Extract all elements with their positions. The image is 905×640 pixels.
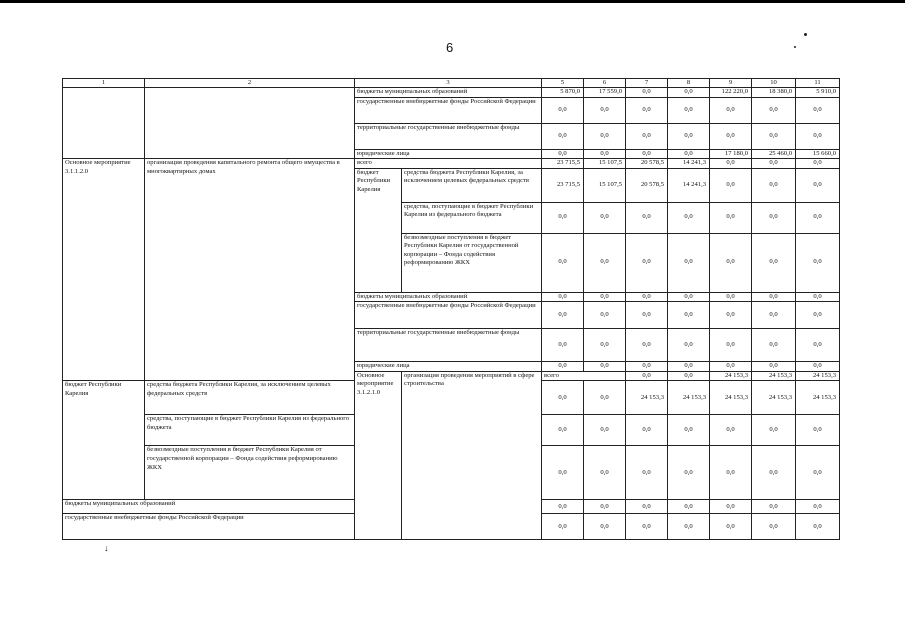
value-cell: 0,0	[752, 362, 796, 372]
sub-source-label: средства бюджета Республики Карелия, за исключением целевых федеральных средств	[145, 381, 355, 415]
value-cell: 0,0	[584, 123, 626, 149]
value-cell: 0,0	[796, 302, 840, 329]
value-cell: 0,0	[710, 159, 752, 169]
measure-name: Основное мероприятие 3.1.2.1.0	[355, 371, 402, 540]
value-cell: 0,0	[668, 97, 710, 123]
header-cell: 1	[63, 79, 145, 88]
value-cell: 23 715,5	[542, 168, 584, 202]
budget-table	[62, 78, 840, 540]
value-cell: 0,0	[796, 202, 840, 233]
value-cell: 0,0	[542, 514, 584, 540]
value-cell: 24 153,3	[668, 381, 710, 415]
value-cell: 24 153,3	[796, 371, 840, 381]
value-cell: 0,0	[710, 514, 752, 540]
value-cell: 0,0	[710, 446, 752, 500]
value-cell: 0,0	[710, 329, 752, 362]
value-cell: 0,0	[542, 381, 584, 415]
value-cell: 0,0	[710, 202, 752, 233]
value-cell: 122 220,0	[710, 88, 752, 98]
source-label: бюджеты муниципальных образований	[63, 500, 355, 514]
value-cell: 15 660,0	[796, 149, 840, 159]
measure-description: организация проведения капитального ремонта общего имущества в многоквартирных домах	[145, 159, 355, 381]
value-cell: 0,0	[796, 168, 840, 202]
value-cell: 0,0	[542, 446, 584, 500]
scan-top-edge	[0, 0, 905, 3]
value-cell: 0,0	[710, 500, 752, 514]
value-cell: 0,0	[796, 514, 840, 540]
value-cell: 0,0	[542, 123, 584, 149]
value-cell: 0,0	[752, 302, 796, 329]
value-cell: 0,0	[796, 329, 840, 362]
value-cell: 0,0	[668, 371, 710, 381]
value-cell: 0,0	[668, 233, 710, 292]
value-cell: 0,0	[584, 500, 626, 514]
scan-speck	[794, 46, 796, 48]
value-cell: 0,0	[542, 149, 584, 159]
value-cell: 0,0	[710, 292, 752, 302]
page-number: 6	[446, 40, 454, 55]
value-cell: 0,0	[626, 362, 668, 372]
value-cell: 0,0	[584, 362, 626, 372]
header-cell: 5	[542, 79, 584, 88]
value-cell: 0,0	[626, 415, 668, 446]
value-cell: 14 241,3	[668, 159, 710, 169]
value-cell: 0,0	[668, 123, 710, 149]
value-cell: 0,0	[752, 329, 796, 362]
value-cell: 23 715,5	[542, 159, 584, 169]
value-cell: 15 107,5	[584, 168, 626, 202]
value-cell: 0,0	[710, 415, 752, 446]
header-row	[63, 79, 840, 88]
value-cell: 0,0	[752, 415, 796, 446]
header-cell: 10	[752, 79, 796, 88]
header-cell: 6	[584, 79, 626, 88]
value-cell: 0,0	[752, 123, 796, 149]
value-cell: 0,0	[626, 88, 668, 98]
value-cell: 5 910,0	[796, 88, 840, 98]
value-cell: 0,0	[626, 149, 668, 159]
value-cell: 0,0	[542, 500, 584, 514]
value-cell: 0,0	[584, 415, 626, 446]
value-cell: 0,0	[668, 446, 710, 500]
sub-source-label: безвозмездные поступления в бюджет Республики Карелия от государственной корпорации – Фонда содействия реформированию ЖКХ	[402, 233, 542, 292]
value-cell: 0,0	[626, 123, 668, 149]
header-cell: 11	[796, 79, 840, 88]
value-cell: 24 153,3	[710, 371, 752, 381]
value-cell: 0,0	[668, 329, 710, 362]
empty-cell	[63, 88, 145, 159]
value-cell: 0,0	[626, 500, 668, 514]
header-cell: 7	[626, 79, 668, 88]
value-cell: 0,0	[626, 329, 668, 362]
value-cell: 24 153,3	[626, 381, 668, 415]
value-cell: 0,0	[796, 362, 840, 372]
source-label: государственные внебюджетные фонды Российской Федерации	[63, 514, 355, 540]
value-cell: 0,0	[668, 292, 710, 302]
value-cell: 20 578,5	[626, 168, 668, 202]
sub-source-label: средства бюджета Республики Карелия, за исключением целевых федеральных средств	[402, 168, 542, 202]
value-cell: 0,0	[752, 500, 796, 514]
source-label: государственные внебюджетные фонды Российской Федерации	[355, 302, 542, 329]
value-cell: 24 153,3	[752, 371, 796, 381]
value-cell: 0,0	[626, 233, 668, 292]
value-cell: 0,0	[752, 159, 796, 169]
source-label: бюджеты муниципальных образований	[355, 88, 542, 98]
value-cell: 24 153,3	[752, 381, 796, 415]
value-cell: 0,0	[752, 446, 796, 500]
header-cell: 8	[668, 79, 710, 88]
value-cell: 0,0	[584, 292, 626, 302]
value-cell: 0,0	[542, 415, 584, 446]
value-cell: 17 180,0	[710, 149, 752, 159]
value-cell: 0,0	[796, 123, 840, 149]
value-cell: 0,0	[710, 233, 752, 292]
value-cell: 0,0	[752, 97, 796, 123]
value-cell: 0,0	[796, 500, 840, 514]
value-cell: 15 107,5	[584, 159, 626, 169]
value-cell: 5 870,0	[542, 88, 584, 98]
measure-name: Основное мероприятие 3.1.1.2.0	[63, 159, 145, 381]
value-cell: 0,0	[542, 329, 584, 362]
value-cell: 0,0	[584, 97, 626, 123]
total-label: всего	[355, 159, 542, 169]
value-cell: 0,0	[584, 329, 626, 362]
source-label: государственные внебюджетные фонды Российской Федерации	[355, 97, 542, 123]
value-cell: 0,0	[584, 381, 626, 415]
source-label: юридические лица	[355, 362, 542, 372]
scan-speck	[804, 33, 807, 36]
sub-source-label: безвозмездные поступления в бюджет Республики Карелия от государственной корпорации – Фонда содействия реформированию ЖКХ	[145, 446, 355, 500]
value-cell: 24 153,3	[710, 381, 752, 415]
sub-source-label: средства, поступающие в бюджет Республики Карелия из федерального бюджета	[145, 415, 355, 446]
value-cell: 0,0	[584, 302, 626, 329]
value-cell: 0,0	[542, 97, 584, 123]
budget-label: бюджет Республики Карелия	[355, 168, 402, 292]
value-cell: 0,0	[796, 446, 840, 500]
value-cell: 0,0	[710, 362, 752, 372]
value-cell: 18 380,0	[752, 88, 796, 98]
measure-description: организация проведения мероприятий в сфере строительства	[402, 371, 542, 540]
footer-mark: ↓	[104, 543, 109, 553]
value-cell: 0,0	[542, 292, 584, 302]
value-cell: 0,0	[626, 514, 668, 540]
sub-source-label: средства, поступающие в бюджет Республики Карелия из федерального бюджета	[402, 202, 542, 233]
value-cell: 0,0	[626, 202, 668, 233]
source-label: бюджеты муниципальных образований	[355, 292, 542, 302]
value-cell: 0,0	[668, 88, 710, 98]
value-cell: 0,0	[542, 362, 584, 372]
table-row	[63, 88, 840, 98]
source-label: территориальные государственные внебюджетные фонды	[355, 123, 542, 149]
table-row	[63, 159, 840, 169]
value-cell: 17 559,0	[584, 88, 626, 98]
value-cell: 0,0	[796, 415, 840, 446]
value-cell: 0,0	[796, 233, 840, 292]
value-cell: 0,0	[626, 371, 668, 381]
value-cell: 0,0	[710, 123, 752, 149]
header-cell: 9	[710, 79, 752, 88]
empty-cell	[145, 88, 355, 159]
value-cell: 0,0	[668, 149, 710, 159]
header-cell: 3	[355, 79, 542, 88]
value-cell: 20 578,5	[626, 159, 668, 169]
source-label: юридические лица	[355, 149, 542, 159]
value-cell: 0,0	[542, 233, 584, 292]
value-cell: 0,0	[584, 149, 626, 159]
value-cell: 0,0	[796, 97, 840, 123]
value-cell: 0,0	[584, 233, 626, 292]
value-cell: 0,0	[584, 446, 626, 500]
value-cell: 0,0	[668, 302, 710, 329]
value-cell: 0,0	[796, 292, 840, 302]
value-cell: 0,0	[626, 302, 668, 329]
value-cell: 0,0	[542, 302, 584, 329]
value-cell: 25 460,0	[752, 149, 796, 159]
value-cell: 0,0	[584, 202, 626, 233]
total-label: всего	[542, 371, 626, 381]
value-cell: 0,0	[626, 292, 668, 302]
value-cell: 0,0	[668, 362, 710, 372]
value-cell: 0,0	[584, 514, 626, 540]
value-cell: 0,0	[752, 233, 796, 292]
value-cell: 0,0	[752, 292, 796, 302]
value-cell: 0,0	[752, 202, 796, 233]
value-cell: 24 153,3	[796, 381, 840, 415]
value-cell: 0,0	[710, 302, 752, 329]
value-cell: 0,0	[710, 97, 752, 123]
value-cell: 0,0	[542, 202, 584, 233]
value-cell: 14 241,3	[668, 168, 710, 202]
value-cell: 0,0	[626, 446, 668, 500]
value-cell: 0,0	[752, 168, 796, 202]
value-cell: 0,0	[668, 415, 710, 446]
value-cell: 0,0	[668, 202, 710, 233]
header-cell: 2	[145, 79, 355, 88]
value-cell: 0,0	[710, 168, 752, 202]
source-label: территориальные государственные внебюджетные фонды	[355, 329, 542, 362]
value-cell: 0,0	[668, 500, 710, 514]
value-cell: 0,0	[626, 97, 668, 123]
value-cell: 0,0	[668, 514, 710, 540]
value-cell: 0,0	[752, 514, 796, 540]
value-cell: 0,0	[796, 159, 840, 169]
budget-label: бюджет Республики Карелия	[63, 381, 145, 500]
